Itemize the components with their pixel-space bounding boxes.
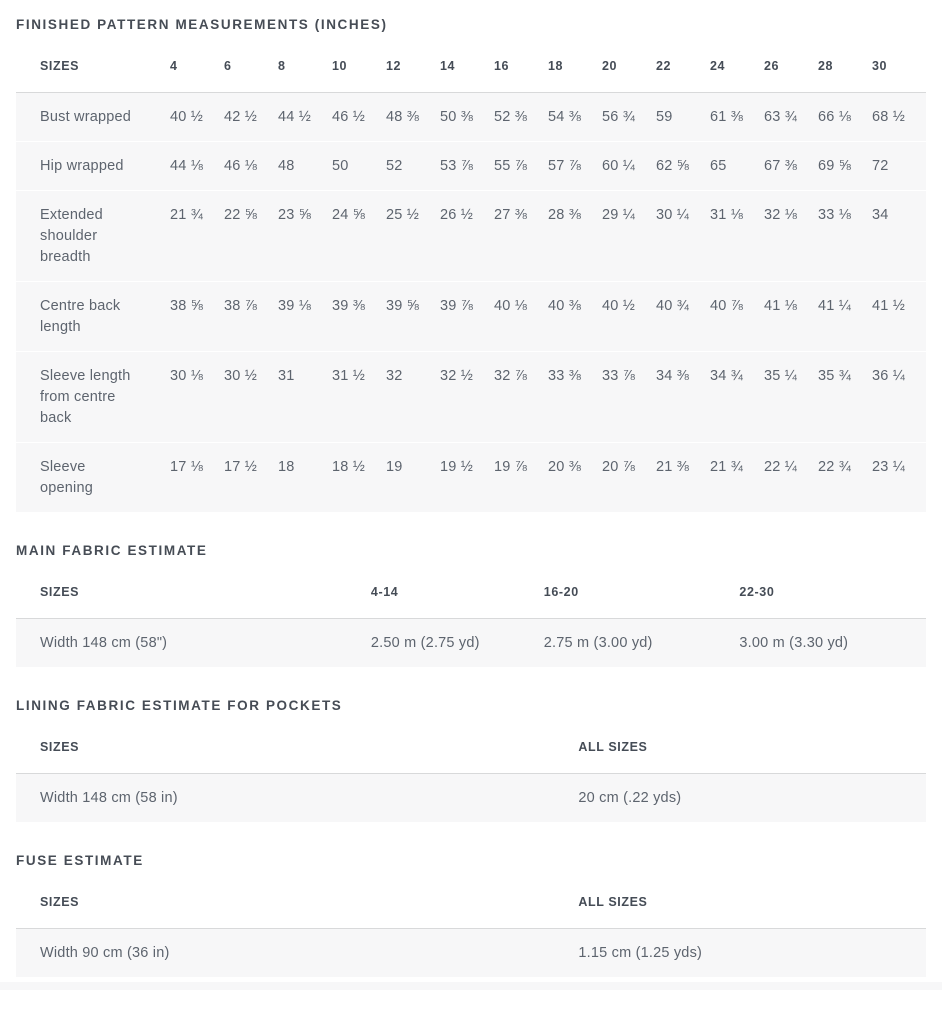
measurement-cell: 34 ⅜ — [656, 368, 690, 384]
measurement-cell: 38 ⅝ — [170, 298, 204, 314]
measurement-cell: 31 — [278, 368, 295, 384]
lining-fabric-estimate-table — [16, 714, 926, 822]
measurement-cell: 17 ½ — [224, 459, 258, 475]
column-header: 8 — [278, 59, 286, 73]
measurement-cell: 39 ⅜ — [332, 298, 366, 314]
column-header: 6 — [224, 59, 232, 73]
column-header: 16-20 — [543, 585, 579, 599]
measurement-cell: 20 ⅞ — [602, 459, 636, 475]
row-label: Sleeve opening — [40, 459, 94, 496]
measurement-cell: 27 ⅜ — [494, 207, 528, 223]
measurement-cell: 46 ½ — [332, 109, 366, 125]
measurement-cell: 19 ⅞ — [494, 459, 528, 475]
measurement-cell: 20 ⅜ — [548, 459, 582, 475]
measurement-cell: 48 ⅜ — [386, 109, 420, 125]
measurement-cell: 32 ½ — [440, 368, 474, 384]
measurement-cell: 28 ⅜ — [548, 207, 582, 223]
table-row — [16, 619, 926, 668]
column-header: ALL SIZES — [578, 740, 648, 754]
header-row — [16, 559, 926, 619]
measurement-cell: 22 ¼ — [764, 459, 798, 475]
column-header: ALL SIZES — [578, 895, 648, 909]
measurement-cell: 31 ½ — [332, 368, 366, 384]
section-fuse-estimate — [16, 852, 926, 977]
row-label: Centre back length — [40, 298, 121, 335]
column-header: 22-30 — [739, 585, 775, 599]
measurement-cell: 30 ½ — [224, 368, 258, 384]
measurement-cell: 18 ½ — [332, 459, 366, 475]
measurement-cell: 33 ⅛ — [818, 207, 852, 223]
measurement-cell: 21 ¾ — [170, 207, 204, 223]
measurement-cell: 52 — [386, 158, 403, 174]
column-header: 4 — [170, 59, 178, 73]
measurement-cell: 67 ⅜ — [764, 158, 798, 174]
table-row — [16, 929, 926, 978]
column-header: SIZES — [40, 895, 80, 909]
header-row — [16, 869, 926, 929]
measurement-cell: 41 ½ — [872, 298, 906, 314]
column-header: 18 — [548, 59, 564, 73]
measurement-cell: 60 ¼ — [602, 158, 636, 174]
column-header: 12 — [386, 59, 402, 73]
measurement-cell: 46 ⅛ — [224, 158, 258, 174]
measurement-cell: 23 ¼ — [872, 459, 906, 475]
row-label: Width 148 cm (58 in) — [40, 790, 178, 806]
column-header: 4-14 — [370, 585, 399, 599]
measurement-cell: 24 ⅝ — [332, 207, 366, 223]
measurement-cell: 53 ⅞ — [440, 158, 474, 174]
fuse-estimate-table — [16, 869, 926, 977]
measurement-cell: 54 ⅜ — [548, 109, 582, 125]
table-row — [16, 352, 926, 443]
measurement-cell: 41 ⅛ — [764, 298, 798, 314]
measurement-cell: 36 ¼ — [872, 368, 906, 384]
measurement-cell: 40 ⅞ — [710, 298, 744, 314]
measurement-cell: 32 ⅞ — [494, 368, 528, 384]
measurement-cell: 44 ½ — [278, 109, 312, 125]
table-row — [16, 93, 926, 142]
measurement-cell: 1.15 cm (1.25 yds) — [578, 945, 703, 961]
finished-measurements-table — [16, 33, 926, 512]
row-label: Extended shoulder breadth — [40, 207, 103, 265]
measurement-cell: 20 cm (.22 yds) — [578, 790, 682, 806]
measurement-cell: 30 ¼ — [656, 207, 690, 223]
measurement-cell: 17 ⅛ — [170, 459, 204, 475]
column-header: SIZES — [40, 740, 80, 754]
measurement-cell: 22 ⅝ — [224, 207, 258, 223]
next-section-partial — [0, 982, 942, 990]
section-title-fuse: FUSE ESTIMATE — [16, 853, 144, 868]
table-row — [16, 443, 926, 513]
row-label: Width 90 cm (36 in) — [40, 945, 170, 961]
column-header: 24 — [710, 59, 726, 73]
measurement-cell: 44 ⅛ — [170, 158, 204, 174]
measurement-cell: 57 ⅞ — [548, 158, 582, 174]
measurement-cell: 30 ⅛ — [170, 368, 204, 384]
measurement-cell: 40 ⅜ — [548, 298, 582, 314]
measurement-cell: 39 ⅝ — [386, 298, 420, 314]
measurement-cell: 21 ⅜ — [656, 459, 690, 475]
measurement-cell: 19 ½ — [440, 459, 474, 475]
measurement-cell: 39 ⅛ — [278, 298, 312, 314]
header-row — [16, 714, 926, 774]
measurement-cell: 21 ¾ — [710, 459, 744, 475]
measurement-cell: 40 ¾ — [656, 298, 690, 314]
column-header: 14 — [440, 59, 456, 73]
column-header: 10 — [332, 59, 348, 73]
measurement-cell: 38 ⅞ — [224, 298, 258, 314]
measurement-cell: 29 ¼ — [602, 207, 636, 223]
column-header: 28 — [818, 59, 834, 73]
table-row — [16, 282, 926, 352]
measurement-cell: 34 ¾ — [710, 368, 744, 384]
measurement-cell: 48 — [278, 158, 295, 174]
measurement-cell: 41 ¼ — [818, 298, 852, 314]
table-row — [16, 142, 926, 191]
measurement-cell: 35 ¼ — [764, 368, 798, 384]
table-row — [16, 191, 926, 282]
section-main-fabric-estimate — [16, 542, 926, 667]
measurement-cell: 33 ⅞ — [602, 368, 636, 384]
measurement-cell: 26 ½ — [440, 207, 474, 223]
table-row — [16, 774, 926, 823]
row-label: Bust wrapped — [40, 109, 132, 125]
measurement-cell: 69 ⅝ — [818, 158, 852, 174]
measurement-cell: 19 — [386, 459, 403, 475]
header-row — [16, 33, 926, 93]
measurement-cell: 55 ⅞ — [494, 158, 528, 174]
measurement-cell: 56 ¾ — [602, 109, 636, 125]
measurement-cell: 50 — [332, 158, 349, 174]
measurement-cell: 18 — [278, 459, 295, 475]
measurement-cell: 32 ⅛ — [764, 207, 798, 223]
measurement-cell: 40 ½ — [170, 109, 204, 125]
section-lining-fabric-estimate — [16, 697, 926, 822]
section-title-main-fabric: MAIN FABRIC ESTIMATE — [16, 543, 208, 558]
measurement-cell: 32 — [386, 368, 403, 384]
section-finished-measurements — [16, 16, 926, 512]
column-header: 20 — [602, 59, 618, 73]
row-label: Sleeve length from centre back — [40, 368, 131, 426]
measurement-cell: 72 — [872, 158, 889, 174]
measurement-cell: 40 ⅛ — [494, 298, 528, 314]
measurement-cell: 33 ⅜ — [548, 368, 582, 384]
measurement-cell: 34 — [872, 207, 889, 223]
measurement-cell: 62 ⅝ — [656, 158, 690, 174]
size-guide-page — [0, 16, 942, 977]
section-title-lining-fabric: LINING FABRIC ESTIMATE FOR POCKETS — [16, 698, 343, 713]
column-header: 16 — [494, 59, 510, 73]
measurement-cell: 61 ⅜ — [710, 109, 744, 125]
measurement-cell: 39 ⅞ — [440, 298, 474, 314]
row-label: Hip wrapped — [40, 158, 124, 174]
measurement-cell: 31 ⅛ — [710, 207, 744, 223]
section-title-finished-measurements: FINISHED PATTERN MEASUREMENTS (INCHES) — [16, 17, 388, 32]
measurement-cell: 63 ¾ — [764, 109, 798, 125]
column-header: 30 — [872, 59, 888, 73]
measurement-cell: 22 ¾ — [818, 459, 852, 475]
main-fabric-estimate-table — [16, 559, 926, 667]
measurement-cell: 50 ⅜ — [440, 109, 474, 125]
measurement-cell: 3.00 m (3.30 yd) — [739, 635, 849, 651]
measurement-cell: 2.50 m (2.75 yd) — [370, 635, 480, 651]
measurement-cell: 2.75 m (3.00 yd) — [543, 635, 653, 651]
measurement-cell: 52 ⅜ — [494, 109, 528, 125]
column-header: SIZES — [40, 59, 80, 73]
measurement-cell: 66 ⅛ — [818, 109, 852, 125]
column-header: 26 — [764, 59, 780, 73]
measurement-cell: 35 ¾ — [818, 368, 852, 384]
row-label: Width 148 cm (58") — [40, 635, 168, 651]
measurement-cell: 25 ½ — [386, 207, 420, 223]
measurement-cell: 42 ½ — [224, 109, 258, 125]
measurement-cell: 68 ½ — [872, 109, 906, 125]
column-header: 22 — [656, 59, 672, 73]
measurement-cell: 40 ½ — [602, 298, 636, 314]
measurement-cell: 23 ⅝ — [278, 207, 312, 223]
column-header: SIZES — [40, 585, 80, 599]
measurement-cell: 59 — [656, 109, 673, 125]
measurement-cell: 65 — [710, 158, 727, 174]
